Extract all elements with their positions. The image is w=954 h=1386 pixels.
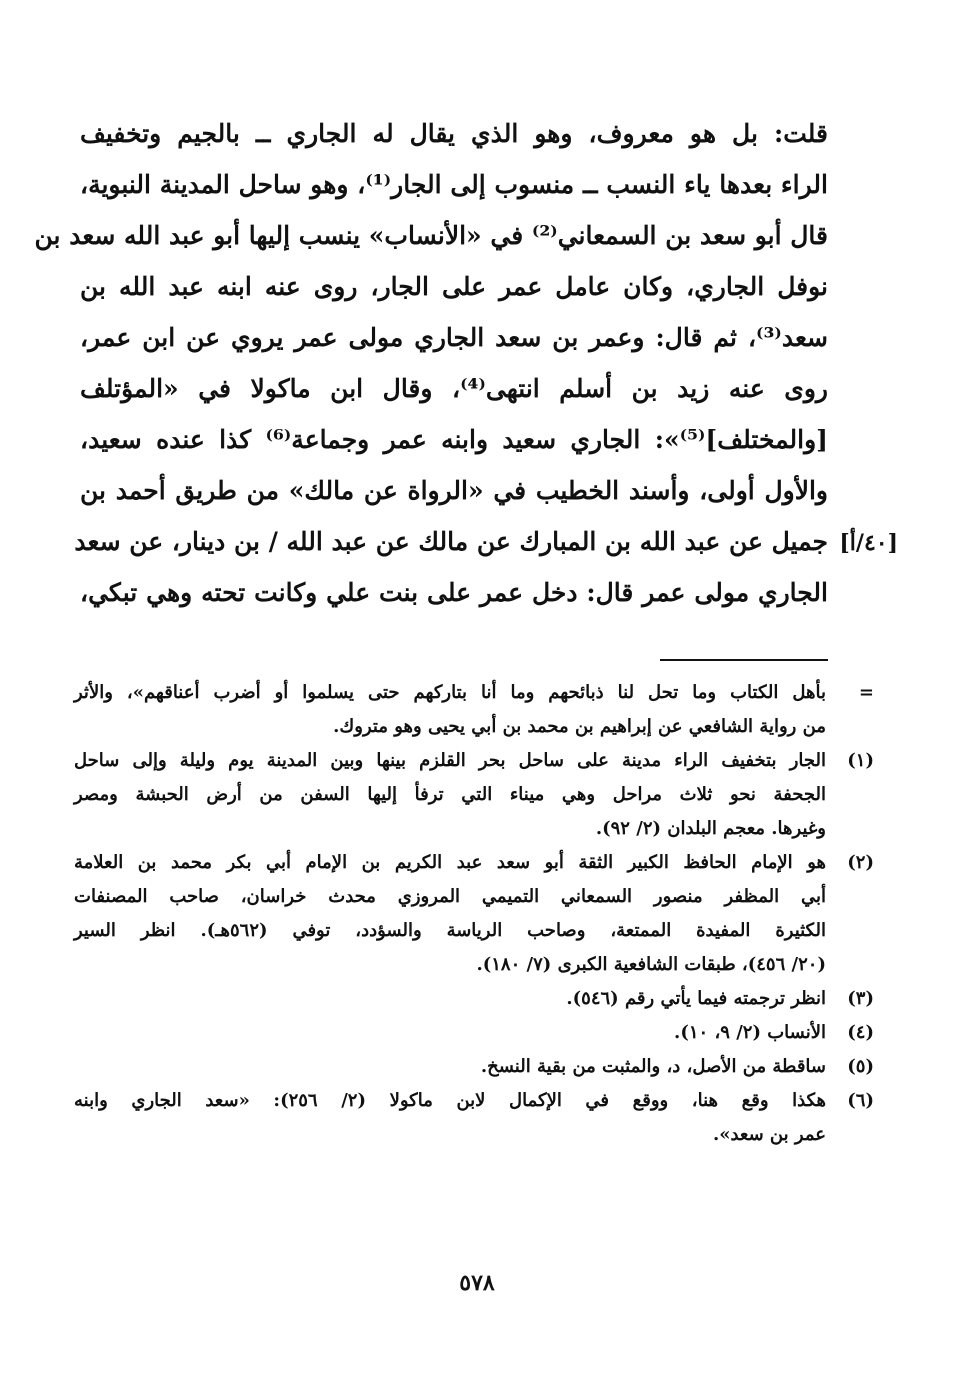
text-line: قال أبو سعد بن السمعاني⁽²⁾ في «الأنساب» ينسب إليها أبو عبد الله سعد بن xyxy=(34,221,828,250)
page-number: ٥٧٨ xyxy=(459,1270,495,1296)
footnote-number: (٥) xyxy=(847,1056,874,1077)
main-text xyxy=(34,108,828,618)
footnote-1 xyxy=(74,744,874,846)
footnote-5 xyxy=(74,1050,874,1084)
footnote-line: أبي المظفر منصور السمعاني التميمي المروزي محدث خراسان، صاحب المصنفات xyxy=(74,886,826,907)
text-line: سعد⁽³⁾، ثم قال: وعمر بن سعد الجاري مولى عمر يروي عن ابن عمر، xyxy=(80,323,828,352)
footnote-continuation xyxy=(74,676,874,744)
footnote-line: ساقطة من الأصل، د، والمثبت من بقية النسخ. xyxy=(480,1056,826,1077)
footnote-text xyxy=(74,846,826,982)
footnote-2 xyxy=(74,846,874,982)
footnote-number: (٣) xyxy=(847,988,874,1009)
footnote-text xyxy=(74,982,826,1016)
text-line: قلت: بل هو معروف، وهو الذي يقال له الجاري ــ بالجيم وتخفيف xyxy=(80,119,828,148)
text-line: الراء بعدها ياء النسب ــ منسوب إلى الجار⁽¹⁾، وهو ساحل المدينة النبوية، xyxy=(80,170,828,199)
footnote-text xyxy=(74,1016,826,1050)
footnote-number: = xyxy=(858,682,874,703)
text-line: الجاري مولى عمر قال: دخل عمر على بنت علي وكانت تحته وهي تبكي، xyxy=(80,578,828,607)
footnote-line: الكثيرة المفيدة الممتعة، وصاحب الرياسة والسؤدد، توفي (٥٦٢هـ). انظر السير xyxy=(74,920,826,941)
footnotes xyxy=(74,676,874,1152)
footnote-text xyxy=(74,744,826,846)
text-line: جميل عن عبد الله بن المبارك عن مالك عن عبد الله / بن دينار، عن سعد xyxy=(74,527,828,556)
footnote-line: وغيرها. معجم البلدان (٢/ ٩٢). xyxy=(595,818,826,839)
text-line: والأول أولى، وأسند الخطيب في «الرواة عن مالك» من طريق أحمد بن xyxy=(80,476,828,505)
footnote-number: (٢) xyxy=(847,852,874,873)
footnote-separator xyxy=(660,659,828,661)
footnote-text xyxy=(74,676,826,744)
text-line: روى عنه زيد بن أسلم انتهى⁽⁴⁾، وقال ابن ماكولا في «المؤتلف xyxy=(80,374,828,403)
footnote-line: (٢٠/ ٤٥٦)، طبقات الشافعية الكبرى (٧/ ١٨٠). xyxy=(476,954,826,975)
footnote-text xyxy=(74,1084,826,1152)
footnote-6 xyxy=(74,1084,874,1152)
footnote-line: الأنساب (٢/ ٩، ١٠). xyxy=(674,1022,826,1043)
footnote-line: عمر بن سعد». xyxy=(712,1124,826,1145)
footnote-number: (١) xyxy=(847,750,874,771)
footnote-line: الجار بتخفيف الراء مدينة على ساحل بحر القلزم بينها وبين المدينة يوم وليلة وإلى ساحل xyxy=(74,750,826,771)
footnote-line: هو الإمام الحافظ الكبير الثقة أبو سعد عبد الكريم بن الإمام أبي بكر محمد بن العلامة xyxy=(74,852,826,873)
text-line: نوفل الجاري، وكان عامل عمر على الجار، روى عنه ابنه عبد الله بن xyxy=(80,272,828,301)
footnote-number: (٤) xyxy=(847,1022,874,1043)
footnote-number: (٦) xyxy=(847,1090,874,1111)
footnote-line: هكذا وقع هنا، ووقع في الإكمال لابن ماكولا (٢/ ٢٥٦): «سعد الجاري وابنه xyxy=(74,1090,826,1111)
footnote-text xyxy=(74,1050,826,1084)
footnote-line: انظر ترجمته فيما يأتي رقم (٥٤٦). xyxy=(566,988,826,1009)
footnote-line: الجحفة نحو ثلاث مراحل وهي ميناء التي ترفأ إليها السفن من أرض الحبشة ومصر xyxy=(74,784,826,805)
manuscript-folio-reference: [٤٠/أ] xyxy=(839,530,898,556)
text-line: [والمختلف]⁽⁵⁾»: الجاري سعيد وابنه عمر وجماعة⁽⁶⁾ كذا عنده سعيد، xyxy=(80,425,828,454)
footnote-3 xyxy=(74,982,874,1016)
footnote-line: بأهل الكتاب وما تحل لنا ذبائحهم وما أنا بتاركهم حتى يسلموا أو أضرب أعناقهم»، والأثر xyxy=(74,682,826,703)
footnote-4 xyxy=(74,1016,874,1050)
footnote-line: من رواية الشافعي عن إبراهيم بن محمد بن أبي يحيى وهو متروك. xyxy=(333,716,826,737)
